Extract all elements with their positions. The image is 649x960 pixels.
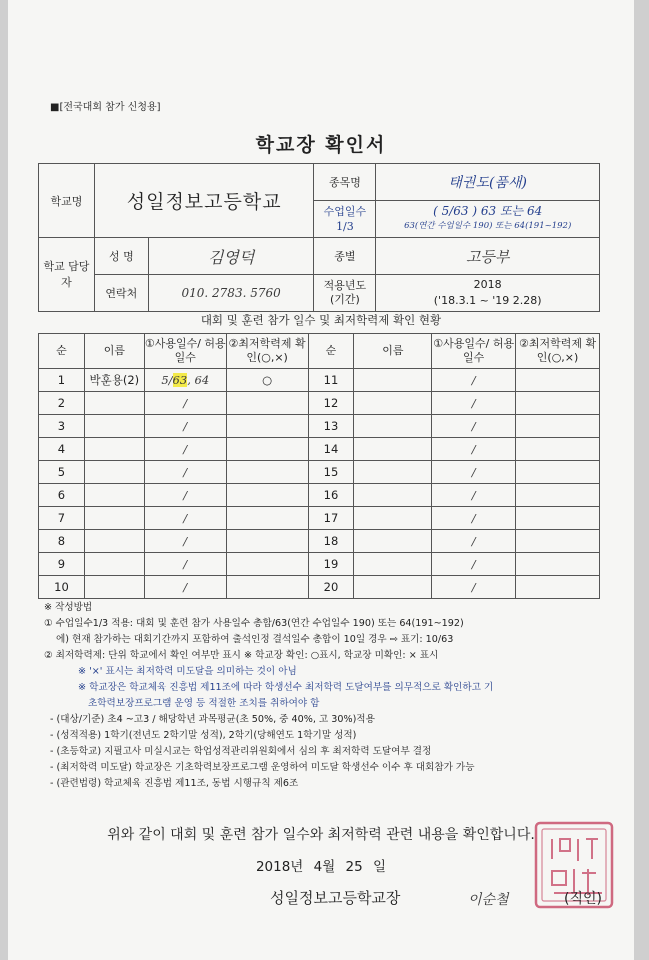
page-title: 학교장 확인서: [255, 134, 387, 156]
row-check: [226, 507, 308, 530]
row-days: /: [432, 484, 516, 507]
highlighted-days: 63: [172, 373, 188, 387]
row-check: [516, 530, 600, 553]
row-check: [226, 576, 308, 599]
header-days: ①사용일수/ 허용일수: [144, 334, 226, 369]
table-subtitle: 대회 및 훈련 참가 일수 및 최저학력제 확인 현황: [200, 313, 442, 327]
row-name: [354, 369, 432, 392]
contact-value: 010. 2783. 5760: [148, 275, 314, 312]
confirmation-text: 위와 같이 대회 및 훈련 참가 일수와 최저학력 관련 내용을 확인합니다.: [107, 827, 535, 843]
row-name: [84, 415, 144, 438]
year-range: ('18.3.1 ~ '19 2.28): [433, 294, 542, 307]
row-name: [84, 530, 144, 553]
instruction-line: ※ 학교장은 학교체육 진흥법 제11조에 따라 학생선수 최저학력 도달여부를 의무적으로 확인하고 기: [78, 682, 494, 693]
year-value: 2018: [473, 278, 502, 291]
row-name: 박훈용(2): [84, 369, 144, 392]
row-no: 7: [39, 507, 85, 530]
row-no: 20: [308, 576, 354, 599]
row-days: /: [144, 415, 226, 438]
row-check: [226, 530, 308, 553]
row-no: 11: [308, 369, 354, 392]
contact-label: 연락처: [94, 275, 148, 312]
instructions: [44, 600, 614, 792]
instruction-line: ※ '×' 표시는 최저학력 미도달을 의미하는 것이 아님: [78, 666, 297, 677]
row-check: [516, 461, 600, 484]
days-note: 63(연간 수업일수 190) 또는 64(191~192): [404, 221, 572, 231]
instruction-line: ① 수업일수1/3 적용: 대회 및 훈련 참가 사용일수 총합/63(연간 수업일수 190) 또는 64(191~192): [44, 618, 464, 629]
days-label: 수업일수 1/3: [314, 201, 376, 238]
row-days: /: [144, 461, 226, 484]
row-no: 18: [308, 530, 354, 553]
row-name: [84, 392, 144, 415]
form-tag: ■[전국대회 참가 신청용]: [50, 102, 161, 113]
school-name: 성일정보고등학교: [94, 164, 314, 238]
year-label: 적용년도 (기간): [314, 275, 376, 312]
row-no: 9: [39, 553, 85, 576]
row-name: [354, 507, 432, 530]
instruction-line: - (대상/기준) 초4 ~고3 / 해당학년 과목평균(초 50%, 중 40%, 고 30%)적용: [50, 714, 375, 725]
year-value-cell: [376, 275, 600, 312]
table-row: [39, 415, 600, 438]
header-no: 순: [39, 334, 85, 369]
table-row: [39, 484, 600, 507]
row-days: /: [432, 507, 516, 530]
header-check: ②최저학력제 확인(○,×): [226, 334, 308, 369]
table-row: [39, 530, 600, 553]
row-no: 3: [39, 415, 85, 438]
row-days: /: [144, 530, 226, 553]
row-check: [516, 369, 600, 392]
info-table: [38, 163, 600, 312]
row-days: /: [144, 484, 226, 507]
table-row: [39, 461, 600, 484]
row-name: [354, 438, 432, 461]
row-no: 10: [39, 576, 85, 599]
participation-table: [38, 333, 600, 599]
row-check: [226, 392, 308, 415]
row-no: 13: [308, 415, 354, 438]
table-row: [39, 553, 600, 576]
row-days: /: [432, 415, 516, 438]
row-no: 4: [39, 438, 85, 461]
row-days: /: [144, 392, 226, 415]
header-no: 순: [308, 334, 354, 369]
instruction-line: - (최저학력 미도달) 학교장은 기초학력보장프로그램 운영하여 미도달 학생선수 이수 후 대회참가 가능: [50, 762, 475, 773]
row-no: 12: [308, 392, 354, 415]
row-no: 8: [39, 530, 85, 553]
row-no: 5: [39, 461, 85, 484]
row-check: [226, 438, 308, 461]
row-name: [84, 461, 144, 484]
table-row: [39, 507, 600, 530]
row-name: [354, 415, 432, 438]
row-days: /: [432, 461, 516, 484]
row-name: [354, 392, 432, 415]
table-row: [39, 369, 600, 392]
header-name: 이름: [354, 334, 432, 369]
row-no: 19: [308, 553, 354, 576]
row-name: [354, 530, 432, 553]
issue-date: 2018년 4월 25 일: [255, 859, 387, 875]
row-check: [226, 461, 308, 484]
name-label: 성 명: [94, 238, 148, 275]
row-days: /: [432, 438, 516, 461]
document-page: [8, 0, 634, 960]
table-row: [39, 392, 600, 415]
table-row: [39, 438, 600, 461]
row-no: 17: [308, 507, 354, 530]
row-name: [354, 576, 432, 599]
event-label: 종목명: [314, 164, 376, 201]
instructions-title: ※ 작성방법: [44, 602, 93, 613]
row-no: 1: [39, 369, 85, 392]
row-name: [354, 484, 432, 507]
row-check: [226, 484, 308, 507]
row-days: /: [432, 369, 516, 392]
row-name: [84, 553, 144, 576]
row-check: [226, 553, 308, 576]
row-name: [84, 507, 144, 530]
header-days: ①사용일수/ 허용일수: [432, 334, 516, 369]
principal-title: 성일정보고등학교장: [270, 889, 401, 907]
instruction-line: - (초등학교) 지필고사 미실시교는 학업성적관리위원회에서 심의 후 최저학력 도달여부 결정: [50, 746, 432, 757]
row-name: [84, 576, 144, 599]
row-check: [226, 415, 308, 438]
row-check: [516, 415, 600, 438]
header-check: ②최저학력제 확인(○,×): [516, 334, 600, 369]
row-check: [516, 507, 600, 530]
principal-name: 이순철: [468, 892, 509, 908]
row-no: 14: [308, 438, 354, 461]
row-check: [516, 438, 600, 461]
row-check: [516, 484, 600, 507]
division-value: 고등부: [376, 238, 600, 275]
table-row: [39, 576, 600, 599]
event-value: 태권도(품새): [376, 164, 600, 201]
row-days: /: [432, 392, 516, 415]
row-days: /: [144, 438, 226, 461]
row-check: ○: [226, 369, 308, 392]
division-label: 종별: [314, 238, 376, 275]
row-no: 6: [39, 484, 85, 507]
row-check: [516, 553, 600, 576]
instruction-line: 초학력보장프로그램 운영 등 적절한 조치를 취하여야 함: [88, 698, 320, 709]
row-name: [84, 438, 144, 461]
row-no: 15: [308, 461, 354, 484]
instruction-line: 에) 현재 참가하는 대회기간까지 포함하여 출석인정 결석일수 총합이 10일 경우 ⇨ 표기: 10/63: [56, 634, 454, 645]
days-value: ( 5/63 ) 63 또는 64: [433, 204, 543, 218]
header-name: 이름: [84, 334, 144, 369]
school-label: 학교명: [39, 164, 95, 238]
row-days: /: [432, 530, 516, 553]
row-check: [516, 392, 600, 415]
row-days: /: [144, 507, 226, 530]
seal-label: (직인): [564, 891, 602, 907]
row-days: /: [432, 576, 516, 599]
row-name: [84, 484, 144, 507]
row-check: [516, 576, 600, 599]
instruction-line: ② 최저학력제: 단위 학교에서 확인 여부만 표시 ※ 학교장 확인: ○표시, 학교장 미확인: × 표시: [44, 650, 439, 661]
row-days: /: [432, 553, 516, 576]
row-days: 5/63, 64: [144, 369, 226, 392]
row-no: 2: [39, 392, 85, 415]
row-days: /: [144, 553, 226, 576]
row-no: 16: [308, 484, 354, 507]
row-name: [354, 553, 432, 576]
instruction-line: - (성적적용) 1학기(전년도 2학기말 성적), 2학기(당해연도 1학기말 성적): [50, 730, 357, 741]
instruction-line: - (관련법령) 학교체육 진흥법 제11조, 동법 시행규칙 제6조: [50, 778, 299, 789]
name-value: 김영덕: [148, 238, 314, 275]
row-name: [354, 461, 432, 484]
days-value-cell: [376, 201, 600, 238]
row-days: /: [144, 576, 226, 599]
manager-label: 학교 담당자: [39, 238, 95, 312]
